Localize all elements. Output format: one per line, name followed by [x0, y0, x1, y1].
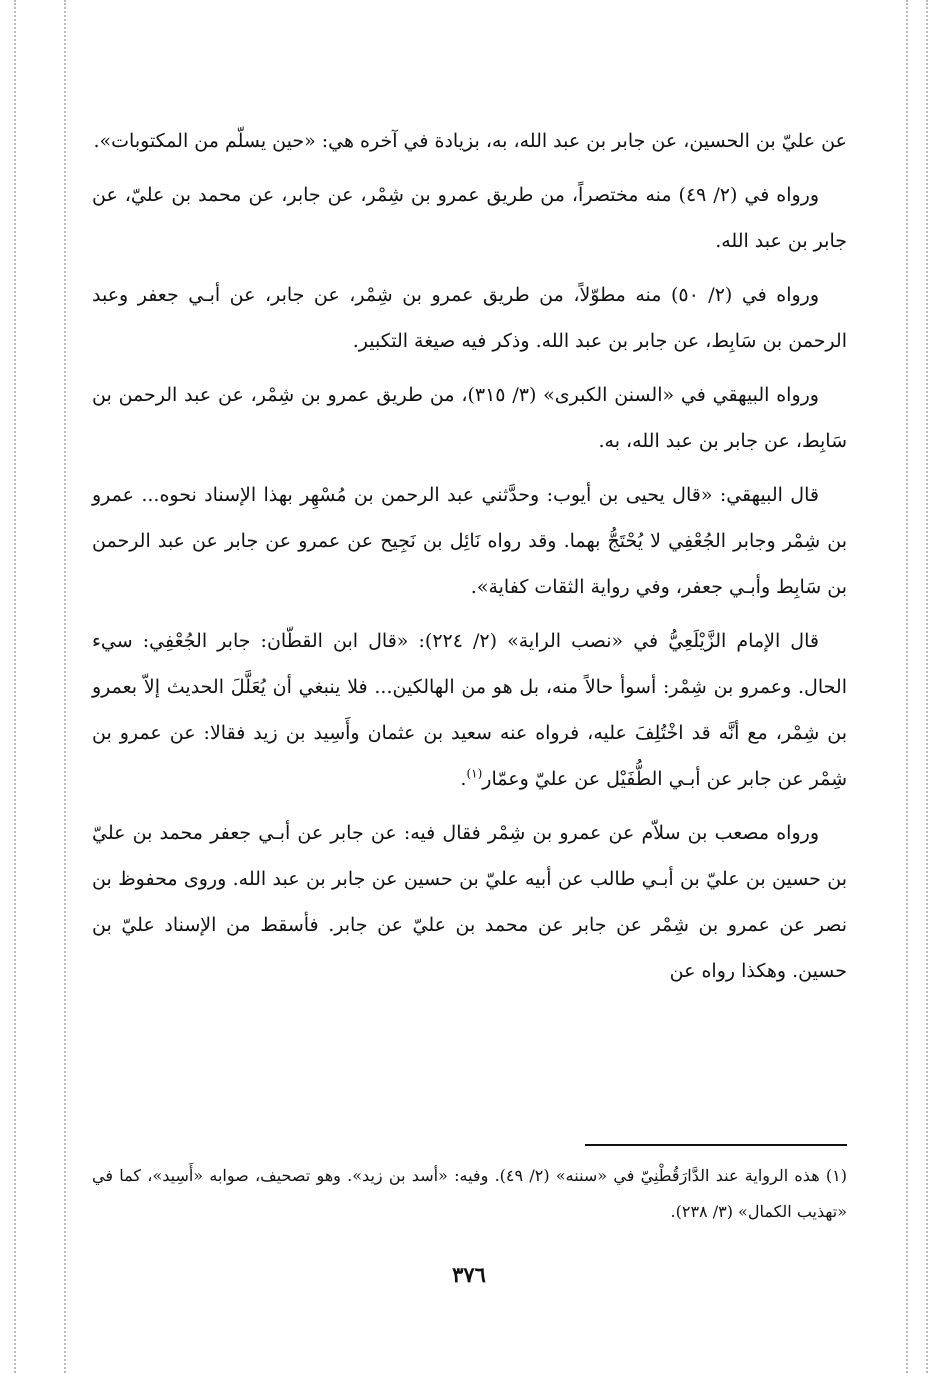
paragraph-6-text: قال الإمام الزَّيْلَعِيُّ في «نصب الراية» (٢/ ٢٢٤): «قال ابن القطّان: جابر الجُعْفِي: سيء الحال. وعمرو بن شِمْر: أسوأ حالاً منه، بل هو من الهالكين... فلا ينبغي أن يُعَلَّلَ الحديث إلاّ بعمرو بن شِمْر، مع أنَّه قد اخْتُلِفَ عليه، فرواه عنه سعيد بن عثمان وأَسِيد بن زيد فقالا: عن عمرو بن شِمْر عن جابر عن أبـي الطُّفَيْل عن عليّ وعمّار — [92, 630, 847, 790]
paragraph-5: قال البيهقي: «قال يحيى بن أيوب: وحدَّثني عبد الرحمن بن مُسْهِر بهذا الإسناد نحوه... عمرو بن شِمْر وجابر الجُعْفِي لا يُحْتَجُّ بهما. وقد رواه نَائِل بن نَجِيح عن عمرو عن جابر عن عبد الرحمن بن سَابِط وأبـي جعفر، وفي رواية الثقات كفاية». — [92, 484, 847, 598]
paragraph-4: ورواه البيهقي في «السنن الكبرى» (٣/ ٣١٥)، من طريق عمرو بن شِمْر، عن عبد الرحمن بن سَابِط، عن جابر بن عبد الله، به. — [92, 384, 847, 452]
paragraph-6-end: . — [460, 768, 467, 790]
scan-edge-dots-left-inner — [64, 0, 66, 1373]
scan-edge-dots-left-outer — [14, 0, 16, 1373]
paragraph-6 — [92, 618, 847, 802]
footnote-separator — [585, 1144, 847, 1146]
footnote-reference[interactable]: (١) — [466, 766, 483, 781]
page-number: ٣٧٦ — [452, 1262, 486, 1287]
paragraph-7: ورواه مصعب بن سلاّم عن عمرو بن شِمْر فقال فيه: عن جابر عن أبـي جعفر محمد بن عليّ بن حسين بن عليّ بن أبـي طالب عن أبيه عليّ بن حسين عن جابر بن عبد الله. وروى محفوظ بن نصر عن عمرو بن شِمْر عن جابر عن محمد بن عليّ عن جابر. فأسقط من الإسناد عليّ بن حسين. وهكذا رواه عن — [92, 822, 847, 982]
scan-edge-dots-right-inner — [906, 0, 908, 1373]
scan-edge-dots-right-outer — [926, 0, 928, 1373]
paragraph-1: عن عليّ بن الحسين، عن جابر بن عبد الله، به، بزيادة في آخره هي: «حين يسلّم من المكتوبات». — [93, 130, 847, 152]
paragraph-3: ورواه في (٢/ ٥٠) منه مطوّلاً، من طريق عمرو بن شِمْر، عن جابر، عن أبـي جعفر وعبد الرحمن بن سَابِط، عن جابر بن عبد الله. وذكر فيه صيغة التكبير. — [92, 284, 847, 352]
footnote-text: (١) هذه الرواية عند الدَّارَقُطْنِيّ في «سننه» (٢/ ٤٩). وفيه: «أسد بن زيد». وهو تصحيف، صوابه «أَسِيد»، كما في «تهذيب الكمال» (٣/ ٢٣٨). — [92, 1166, 847, 1221]
paragraph-2: ورواه في (٢/ ٤٩) منه مختصراً، من طريق عمرو بن شِمْر، عن جابر، عن محمد بن عليّ، عن جابر بن عبد الله. — [92, 184, 847, 252]
main-text — [92, 118, 847, 994]
